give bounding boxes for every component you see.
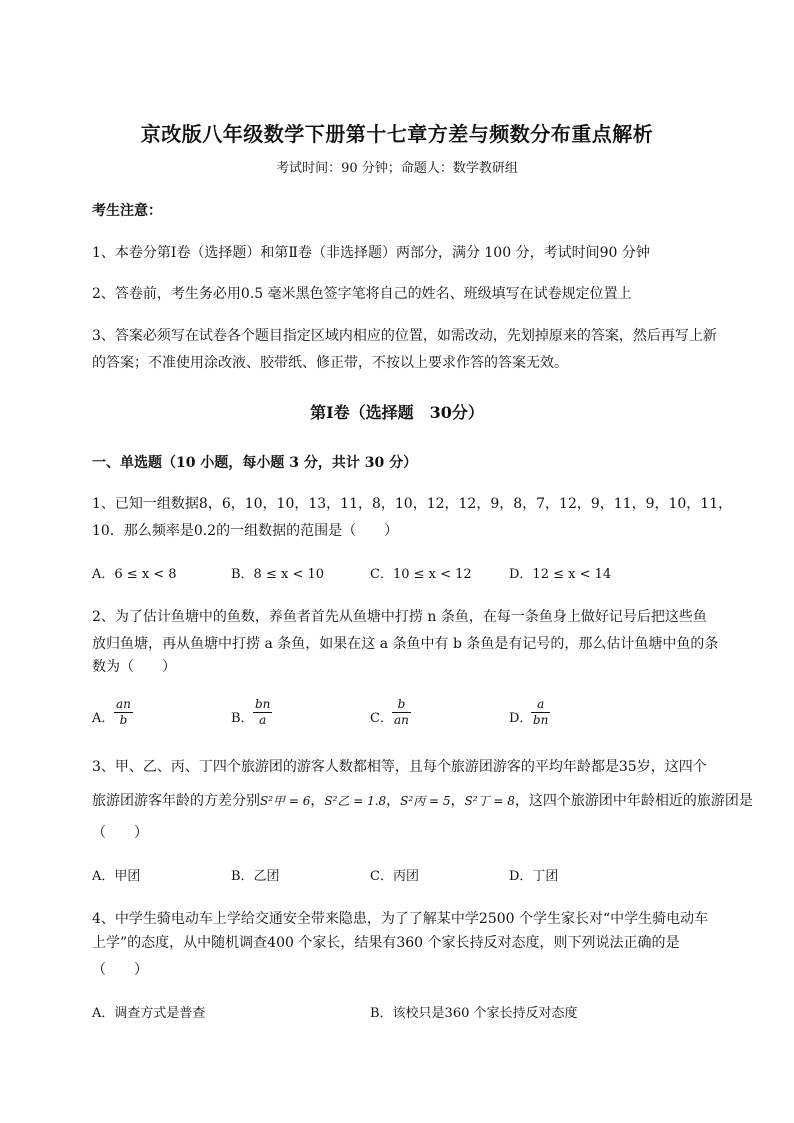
q2-option-d-fraction[interactable]: [531, 697, 550, 728]
q3-variance-yi: S²乙 = 1.8: [324, 794, 387, 808]
q3-line2-prefix: 旅游团游客年龄的方差分别: [92, 793, 260, 809]
q1-stem-line1: 1、已知一组数据8，6，10，10，13，11，8，10，12，12，9，8，7，12，9，11，9，10，11，: [92, 496, 733, 512]
q4-stem-line2: 上学”的态度，从中随机调查400 个家长，结果有360 个家长持反对态度，则下列说法正确的是: [92, 935, 680, 951]
q3-option-a[interactable]: A．甲团: [92, 869, 141, 884]
q3-variance-jia: S²甲 = 6: [260, 794, 311, 808]
q3-variance-ding: S²丁 = 8: [464, 794, 515, 808]
q3-stem-line1: 3、甲、乙、丙、丁四个旅游团的游客人数都相等，且每个旅游团游客的平均年龄都是35岁，这四个: [92, 759, 707, 775]
q2-stem-line2: 放归鱼塘，再从鱼塘中打捞 a 条鱼，如果在这 a 条鱼中有 b 条鱼是有记号的，那么估计鱼塘中鱼的条: [92, 636, 719, 652]
section-title: 第Ⅰ卷（选择题 30分）: [310, 403, 484, 422]
q2-stem-line3: 数为（ ）: [92, 659, 176, 675]
q2-stem-line1: 2、为了估计鱼塘中的鱼数，养鱼者首先从鱼塘中打捞 n 条鱼，在每一条鱼身上做好记号后把这些鱼: [92, 609, 707, 625]
q2-option-b-label[interactable]: B．: [231, 711, 254, 726]
q2-b-numerator: bn: [255, 697, 271, 711]
q2-option-c-label[interactable]: C．: [370, 711, 393, 726]
q2-a-denominator: b: [119, 713, 128, 727]
q2-option-a-label[interactable]: A．: [92, 711, 115, 726]
q2-b-denominator: a: [259, 713, 267, 727]
q2-a-numerator: an: [116, 697, 131, 711]
q1-stem-line2: 10．那么频率是0.2的一组数据的范围是（ ）: [92, 523, 399, 539]
q2-option-d-label[interactable]: D．: [509, 711, 533, 726]
q3-stem-line3: （ ）: [92, 825, 148, 841]
part-heading: 一、单选题（10 小题，每小题 3 分，共计 30 分）: [92, 455, 418, 471]
q3-stem-line2: 旅游团游客年龄的方差分别S²甲 = 6，S²乙 = 1.8，S²丙 = 5，S²丁 = 8，这四个旅游团中年龄相近的旅游团是: [92, 793, 753, 809]
page-title: 京改版八年级数学下册第十七章方差与频数分布重点解析: [140, 122, 654, 146]
q3-option-c[interactable]: C．丙团: [370, 869, 419, 884]
q2-option-c-fraction[interactable]: [392, 697, 411, 728]
q1-option-c[interactable]: C．10 ≤ x < 12: [370, 567, 472, 582]
q4-option-a[interactable]: A．调查方式是普查: [92, 1006, 206, 1021]
q4-stem-line1: 4、中学生骑电动车上学给交通安全带来隐患，为了了解某中学2500 个学生家长对“中学生骑电动车: [92, 911, 709, 927]
q2-c-denominator: an: [394, 713, 409, 727]
notice-item-3-cont: 的答案；不准使用涂改液、胶带纸、修正带，不按以上要求作答的答案无效。: [92, 355, 568, 371]
q1-option-a[interactable]: A．6 ≤ x < 8: [92, 567, 177, 582]
notice-item-1: 1、本卷分第Ⅰ卷（选择题）和第Ⅱ卷（非选择题）两部分，满分 100 分，考试时间90 分钟: [92, 245, 650, 261]
notice-item-3: 3、答案必须写在试卷各个题目指定区域内相应的位置，如需改动，先划掉原来的答案，然后再写上新: [92, 328, 717, 344]
q4-stem-line3: （ ）: [92, 962, 148, 978]
q3-variance-bing: S²丙 = 5: [400, 794, 451, 808]
q1-option-b[interactable]: B．8 ≤ x < 10: [231, 567, 325, 582]
q1-option-d[interactable]: D．12 ≤ x < 14: [509, 567, 612, 582]
q2-option-a-fraction[interactable]: [114, 697, 133, 728]
q4-option-b[interactable]: B．该校只是360 个家长持反对态度: [370, 1006, 578, 1021]
q2-d-denominator: bn: [533, 713, 549, 727]
notice-heading: 考生注意：: [92, 203, 162, 219]
q2-d-numerator: a: [531, 697, 550, 713]
q2-c-numerator: b: [392, 697, 411, 713]
q3-option-b[interactable]: B．乙团: [231, 869, 280, 884]
notice-item-2: 2、答卷前，考生务必用0.5 毫米黑色签字笔将自己的姓名、班级填写在试卷规定位置上: [92, 286, 632, 302]
exam-info: 考试时间：90 分钟；命题人：数学教研组: [276, 161, 518, 176]
q3-option-d[interactable]: D．丁团: [509, 869, 559, 884]
q3-line2-suffix: ，这四个旅游团中年龄相近的旅游团是: [514, 793, 753, 809]
q2-option-b-fraction[interactable]: [253, 697, 272, 728]
